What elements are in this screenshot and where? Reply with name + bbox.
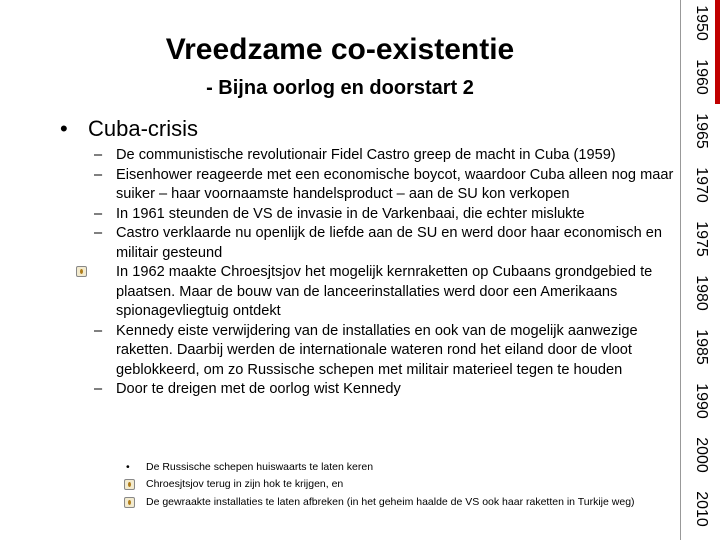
timeline-marker (715, 0, 720, 104)
sub-bullet-item (94, 224, 679, 263)
timeline-year: 2000 (693, 437, 710, 473)
sub-bullet-item (94, 146, 679, 166)
small-bullet-text: Chroesjtsjov terug in zijn hok te krijgen, en (146, 478, 344, 491)
slide-subtitle: - Bijna oorlog en doorstart 2 (206, 77, 474, 99)
timeline-year: 1970 (693, 167, 710, 203)
main-bullet (60, 116, 198, 142)
timeline-year: 1985 (693, 329, 710, 365)
flag-bullet-icon (124, 497, 135, 508)
bullet-marker: • (126, 461, 130, 473)
bullet-marker: • (60, 116, 68, 141)
small-bullet-item (126, 459, 686, 476)
small-bullet-item (126, 494, 686, 511)
dash-marker: – (94, 381, 103, 397)
sub-bullet-item (94, 322, 679, 381)
sub-bullet-text: In 1962 maakte Chroesjtsjov het mogelijk kernraketten op Cubaans grondgebied te plaatsen. Maar de bouw van de lanceerinstallaties werd door een Amerikaans spionagevliegtuig ontdekt (116, 264, 653, 319)
sub-bullet-text: Castro verklaarde nu openlijk de liefde aan de SU en werd door haar economisch en militair gesteund (116, 225, 662, 261)
timeline-year: 1980 (693, 275, 710, 311)
sub-bullet-text: In 1961 steunden de VS de invasie in de Varkenbaai, die echter mislukte (116, 205, 585, 222)
sub-bullet-item (94, 166, 679, 205)
sub-bullet-text: De communistische revolutionair Fidel Castro greep de macht in Cuba (1959) (116, 147, 616, 163)
sub-bullet-text: Eisenhower reageerde met een economische boycot, waardoor Cuba alleen nog maar suiker – haar voornaamste handelsproduct – aan de SU kon verkopen (116, 166, 674, 202)
sub-bullet-text: Kennedy eiste verwijdering van de installaties en ook van de mogelijk aanwezige raketten. Daarbij werden de internationale wateren rond het eiland door de vloot geblokkeerd, om zo Russische schepen met militair materieel tegen te houden (116, 322, 638, 378)
small-bullet-text: De gewraakte installaties te laten afbreken (in het geheim haalde de VS ook haar raketten in Turkije weg) (146, 495, 635, 508)
timeline-year: 2010 (693, 491, 710, 527)
small-bullet-item (126, 476, 686, 493)
timeline-year: 1990 (693, 383, 710, 419)
slide-title: Vreedzame co-existentie (165, 33, 515, 66)
sub-bullet-list (94, 146, 679, 400)
small-bullet-list (126, 459, 686, 511)
timeline-year: 1960 (693, 59, 710, 95)
timeline-year: 1965 (693, 113, 710, 149)
sub-bullet-text: Door te dreigen met de oorlog wist Kennedy (116, 381, 401, 397)
dash-marker: – (94, 147, 103, 163)
timeline-year: 1950 (693, 5, 710, 41)
sub-bullet-item (94, 263, 679, 322)
dash-marker: – (94, 205, 103, 222)
timeline-year: 1975 (693, 221, 710, 257)
dash-marker: – (94, 322, 103, 339)
small-bullet-text: De Russische schepen huiswaarts te laten keren (146, 461, 374, 473)
timeline-sidebar (680, 0, 720, 540)
sub-bullet-item (94, 205, 679, 225)
flag-bullet-icon (76, 266, 87, 277)
dash-marker: – (94, 225, 103, 241)
sub-bullet-item (94, 380, 679, 400)
dash-marker: – (94, 166, 103, 183)
main-bullet-label: Cuba-crisis (88, 116, 199, 141)
flag-bullet-icon (124, 479, 135, 490)
